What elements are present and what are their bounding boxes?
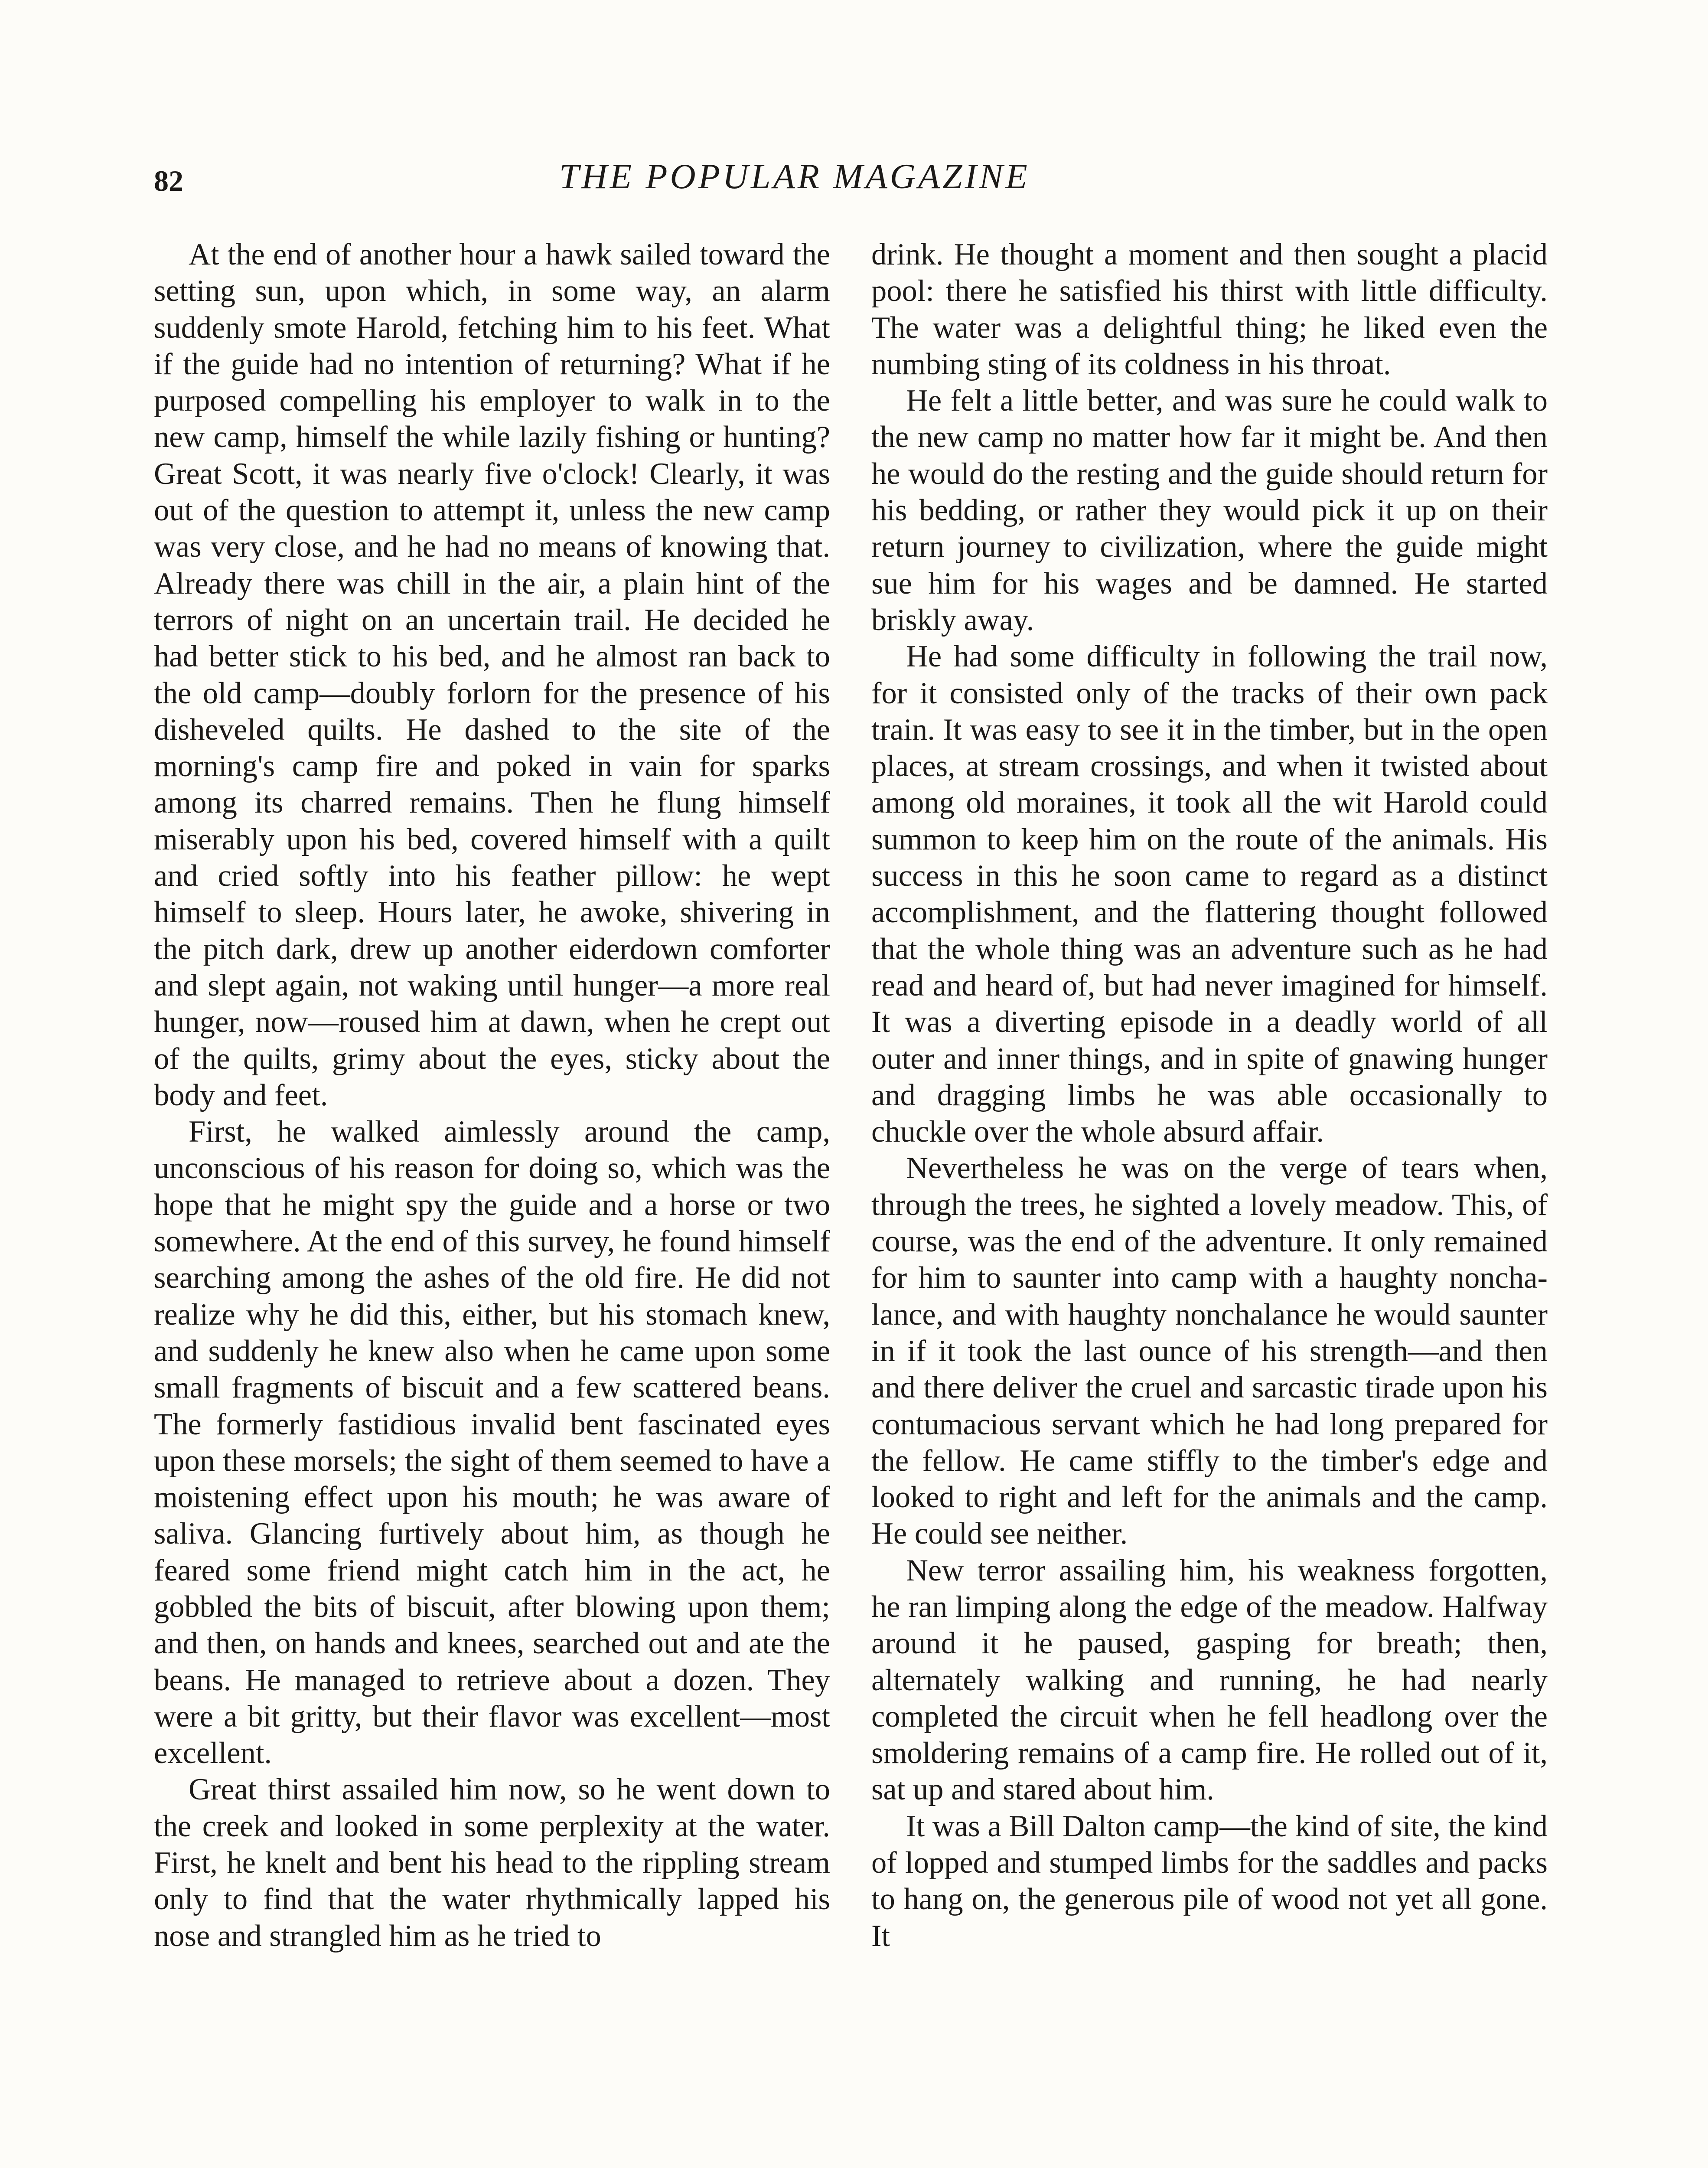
- running-head: THE POPULAR MAGAZINE: [559, 157, 1030, 196]
- paragraph: New terror assailing him, his weakness forgotten, he ran limping along the edge of the meadow. Halfway around it he paused, gasping for breath; then, alternately walking and running, he had nearly completed the circuit when he fell headlong over the smoldering remains of a camp fire. He rolled out of it, sat up and stared about him.: [871, 1553, 1548, 1807]
- paragraph: At the end of another hour a hawk sailed toward the setting sun, upon which, in some way, an alarm suddenly smote Harold, fetching him to his feet. What if the guide had no intention of returning? What if he purposed compelling his employer to walk in to the new camp, himself the while lazily fishing or hunting? Great Scott, it was nearly five o'clock! Clearly, it was out of the question to attempt it, unless the new camp was very close, and he had no means of knowing that. Already there was chill in the air, a plain hint of the terrors of night on an uncertain trail. He decided he had better stick to his bed, and he almost ran back to the old camp—doubly forlorn for the presence of his disheveled quilts. He dashed to the site of the morning's camp fire and poked in vain for sparks among its charred remains. Then he flung himself miserably upon his bed, covered himself with a quilt and cried softly into his feather pillow: he wept himself to sleep. Hours later, he awoke, shivering in the pitch dark, drew up another eiderdown comforter and slept again, not waking until hunger—a more real hunger, now—roused him at dawn, when he crept out of the quilts, grimy about the eyes, sticky about the body and feet.: [154, 238, 830, 1112]
- paragraph: He felt a little better, and was sure he could walk to the new camp no matter how far it might be. And then he would do the resting and the guide should return for his bedding, or rather they would pick it up on their return journey to civilization, where the guide might sue him for his wages and be damned. He started briskly away.: [871, 384, 1548, 637]
- paragraph: Nevertheless he was on the verge of tears when, through the trees, he sighted a lovely meadow. This, of course, was the end of the adventure. It only remained for him to saunter into camp with a haughty nonchalance, and with haughty nonchalance he would saunter in if it took the last ounce of his strength—and then and there deliver the cruel and sarcastic tirade upon his contumacious servant which he had long prepared for the fellow. He came stiffly to the timber's edge and looked to right and left for the animals and the camp. He could see neither.: [871, 1151, 1548, 1551]
- paragraph: First, he walked aimlessly around the camp, unconscious of his reason for doing so, which was the hope that he might spy the guide and a horse or two somewhere. At the end of this survey, he found himself searching among the ashes of the old fire. He did not realize why he did this, either, but his stomach knew, and suddenly he knew also when he came upon some small fragments of biscuit and a few scattered beans. The formerly fastidious invalid bent fascinated eyes upon these morsels; the sight of them seemed to have a moistening effect upon his mouth; he was aware of saliva. Glancing furtively about him, as though he feared some friend might catch him in the act, he gobbled the bits of biscuit, after blowing upon them; and then, on hands and knees, searched out and ate the beans. He managed to retrieve about a dozen. They were a bit gritty, but their flavor was excellent—most excellent.: [154, 1115, 830, 1770]
- paragraph: He had some difficulty in following the trail now, for it consisted only of the tracks of their own pack train. It was easy to see it in the timber, but in the open places, at stream crossings, and when it twisted about among old moraines, it took all the wit Harold could summon to keep him on the route of the animals. His success in this he soon came to regard as a distinct accomplishment, and the flattering thought followed that the whole thing was an adventure such as he had read and heard of, but had never imagined for himself. It was a diverting episode in a deadly world of all outer and inner things, and in spite of gnawing hunger and dragging limbs he was able occasionally to chuckle over the whole absurd affair.: [871, 640, 1548, 1149]
- left-column: [154, 236, 830, 1954]
- paragraph: It was a Bill Dalton camp—the kind of site, the kind of lopped and stumped limbs for the saddles and packs to hang on, the generous pile of wood not yet all gone. It: [871, 1809, 1548, 1953]
- paragraph: Great thirst assailed him now, so he went down to the creek and looked in some perplexity at the water. First, he knelt and bent his head to the rippling stream only to find that the water rhythmically lapped his nose and strangled him as he tried to: [154, 1773, 830, 1953]
- paragraph-continued: drink. He thought a moment and then sought a placid pool: there he satisfied his thirst with little difficulty. The water was a delightful thing; he liked even the numbing sting of its coldness in his throat.: [871, 238, 1548, 381]
- page-number: 82: [154, 164, 183, 197]
- right-column: [871, 236, 1548, 1954]
